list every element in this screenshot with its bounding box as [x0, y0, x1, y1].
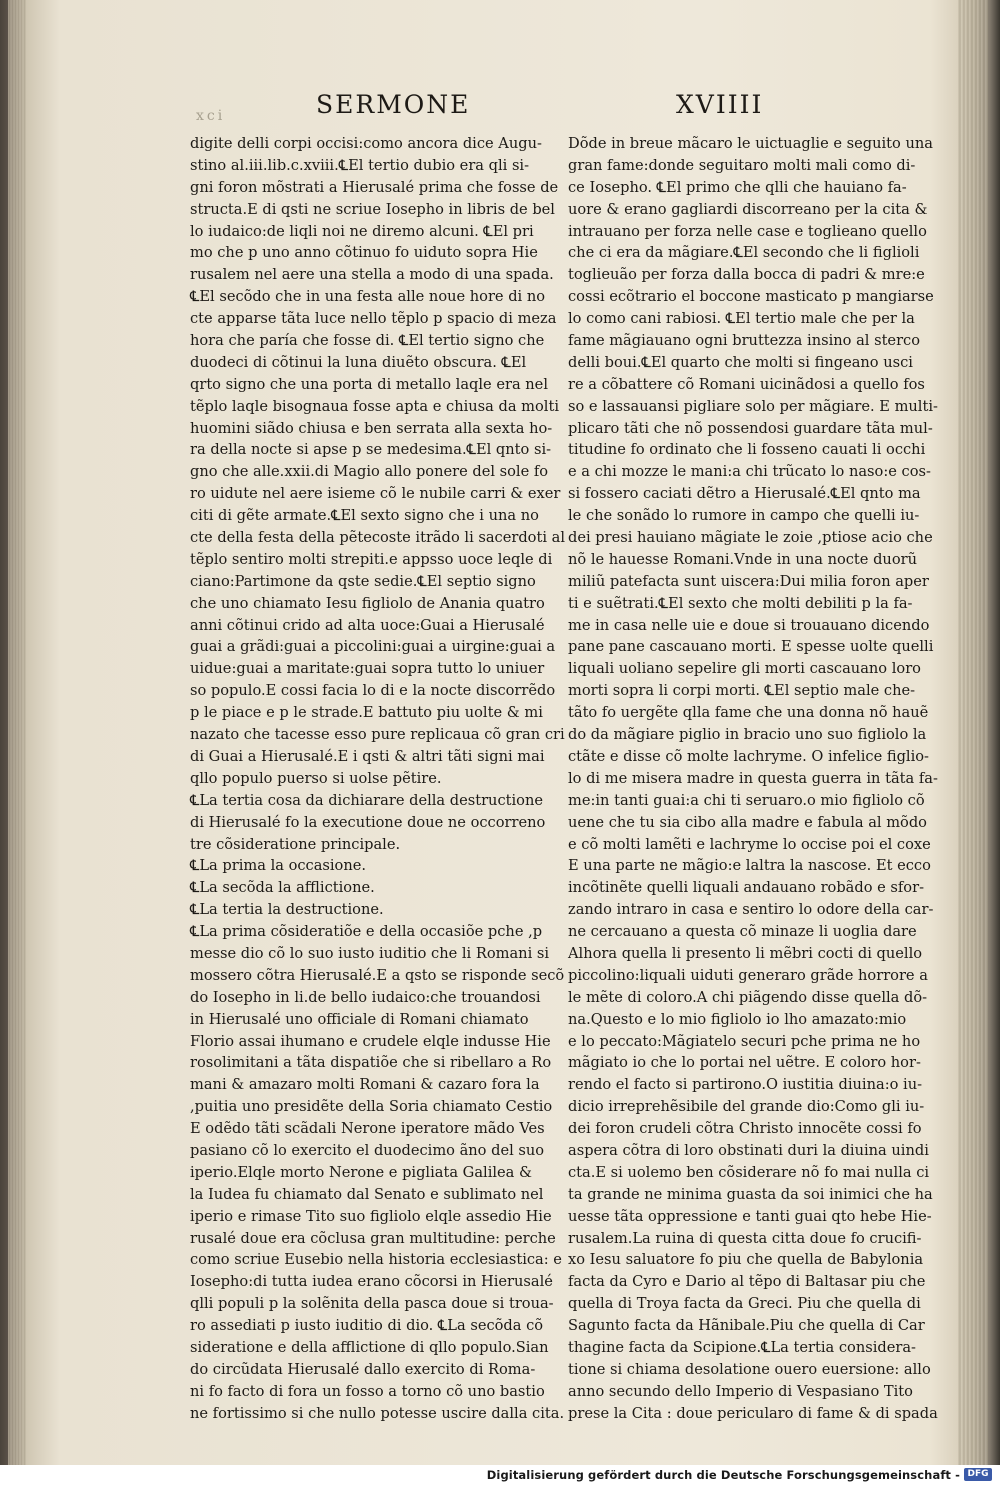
text-line: E odẽdo tãti scãdali Nerone iperatore mãdo Ves: [190, 1120, 545, 1138]
text-line: cte della festa della pẽtecoste itrãdo li sacerdoti al: [190, 529, 566, 547]
text-line: le mẽte di coloro.A chi piãgendo disse quella dõ-: [568, 988, 928, 1006]
text-line: ro uidute nel aere isieme cõ le nubile carri & exer: [190, 485, 561, 503]
text-line: ,puitia uno presidẽte della Soria chiamato Cestio: [190, 1098, 553, 1116]
footer-credit: Digitalisierung gefördert durch die Deutsche Forschungsgemeinschaft -: [486, 1468, 960, 1482]
text-line: ℄La prima cõsideratiõe e della occasiõe pche ,p: [190, 923, 543, 941]
text-line: uidue:guai a maritate:guai sopra tutto lo uniuer: [190, 660, 545, 678]
text-line: p le piace e p le strade.E battuto piu uolte & mi: [190, 704, 543, 722]
text-line: tẽplo laqle bisognaua fosse apta e chiusa da molti: [190, 397, 559, 415]
text-line: cossi ecõtrario el boccone masticato p mangiarse: [568, 288, 934, 306]
text-line: plicaro tãti che nõ possendosi guardare tãta mul-: [568, 419, 933, 437]
text-line: nõ le hauesse Romani.Vnde in una nocte duorũ: [568, 550, 917, 568]
text-line: lo como cani rabiosi. ℄El tertio male che per la: [568, 310, 915, 328]
text-line: aspera cõtra di loro obstinati duri la diuina uindi: [568, 1141, 929, 1159]
text-line: dei presi hauiano mãgiate le zoie ,ptiose acio che: [568, 529, 933, 547]
text-line: thagine facta da Scipione.℄La tertia considera-: [568, 1338, 916, 1356]
text-line: gni foron mõstrati a Hierusalé prima che fosse de: [190, 178, 559, 196]
text-line: duodeci di cõtinui la luna diuẽto obscura. ℄El: [190, 353, 527, 371]
text-line: anni cõtinui crido ad alta uoce:Guai a Hierusalé: [190, 616, 545, 634]
text-line: ℄La secõda la afflictione.: [190, 879, 375, 897]
text-line: na.Questo e lo mio figliolo io lho amazato:mio: [568, 1010, 907, 1028]
text-line: ℄La tertia la destructione.: [190, 901, 384, 919]
text-line: ce Iosepho. ℄El primo che qlli che hauiano fa-: [568, 178, 907, 196]
text-line: liquali uoliano sepelire gli morti cascauano loro: [568, 660, 921, 678]
text-line: piccolino:liquali uiduti generaro grãde horrore a: [568, 966, 928, 984]
text-line: tẽplo sentiro molti strepiti.e appsso uoce leqle di: [190, 550, 553, 568]
text-line: miliũ patefacta sunt uiscera:Dui milia foron aper: [568, 572, 929, 590]
text-line: structa.E di qsti ne scriue Iosepho in libris de bel: [190, 200, 555, 218]
text-line: e a chi mozze le mani:a chi trũcato lo naso:e cos-: [568, 463, 931, 481]
text-line: Sagunto facta da Hãnibale.Piu che quella di Car: [568, 1317, 925, 1335]
text-line: me:in tanti guai:a chi ti seruaro.o mio figliolo cõ: [568, 791, 925, 809]
text-line: rusalé doue era cõclusa gran multitudine: perche: [190, 1229, 556, 1247]
text-line: do circũdata Hierusalé dallo exercito di Roma-: [190, 1360, 536, 1378]
text-line: che ci era da mãgiare.℄El secondo che li figlioli: [568, 244, 920, 262]
text-line: ℄El secõdo che in una festa alle noue hore di no: [190, 288, 546, 306]
text-line: rosolimitani a tãta dispatiõe che si ribellaro a Ro: [190, 1054, 552, 1072]
text-line: so populo.E cossi facia lo di e la nocte discorrẽdo: [190, 682, 556, 700]
text-line: qlli populi p la solẽnita della pasca doue si troua-: [190, 1295, 554, 1313]
text-line: ni fo facto di fora un fosso a torno cõ uno bastio: [190, 1382, 545, 1400]
running-head-left: SERMONE: [316, 90, 471, 119]
text-line: huomini siãdo chiusa e ben serrata alla sexta ho-: [190, 419, 553, 437]
text-line: guai a grãdi:guai a piccolini:guai a uirgine:guai a: [190, 638, 556, 656]
text-line: mo che p uno anno cõtinuo fo uiduto sopra Hie: [190, 244, 538, 262]
text-line: qllo populo puerso si uolse pẽtire.: [190, 769, 442, 787]
text-line: pane pane cascauano morti. E spesse uolte quelli: [568, 638, 934, 656]
text-line: quella di Troya facta da Greci. Piu che quella di: [568, 1295, 921, 1313]
text-line: pasiano cõ lo exercito el duodecimo ãno del suo: [190, 1141, 545, 1159]
text-line: qrto signo che una porta di metallo laqle era nel: [190, 375, 548, 393]
text-line: stino al.iii.lib.c.xviii.℄El tertio dubio era qli si-: [190, 156, 530, 174]
text-line: la Iudea fu chiamato dal Senato e sublimato nel: [190, 1185, 544, 1203]
text-line: ra della nocte si apse p se medesima.℄El qnto si-: [190, 441, 552, 459]
text-line: rusalem nel aere una stella a modo di una spada.: [190, 266, 554, 284]
text-line: di Hierusalé fo la executione doue ne occorreno: [190, 813, 546, 831]
text-line: ciano:Partimone da qste sedie.℄El septio signo: [190, 572, 536, 590]
text-line: gno che alle.xxii.di Magio allo ponere del sole fo: [190, 463, 549, 481]
text-line: me in casa nelle uie e doue si trouauano dicendo: [568, 616, 930, 634]
text-line: Iosepho:di tutta iudea erano cõcorsi in Hierusalé: [190, 1273, 553, 1291]
text-line: dei foron crudeli cõtra Christo innocẽte cossi fo: [568, 1120, 922, 1138]
text-line: lo di me misera madre in questa guerra in tãta fa-: [568, 769, 938, 787]
text-line: rusalem.La ruina di questa citta doue fo crucifi-: [568, 1229, 922, 1247]
text-line: uesse tãta oppressione e tanti guai qto hebe Hie-: [568, 1207, 932, 1225]
text-line: E una parte ne mãgio:e laltra la nascose. Et ecco: [568, 857, 931, 875]
text-line: tãto fo uergẽte qlla fame che una donna nõ hauẽ: [568, 704, 929, 722]
text-line: che uno chiamato Iesu figliolo de Anania quatro: [190, 594, 545, 612]
text-line: e cõ molti lamẽti e lachryme lo occise poi el coxe: [568, 835, 931, 853]
text-line: messe dio cõ lo suo iusto iuditio che li Romani si: [190, 944, 550, 962]
text-line: ro assediati p iusto iuditio di dio. ℄La secõda cõ: [190, 1317, 544, 1335]
text-line: gran fame:donde seguitaro molti mali como di-: [568, 156, 916, 174]
text-line: ta grande ne minima guasta da soi inimici che ha: [568, 1185, 933, 1203]
running-head-right: XVIIII: [676, 90, 764, 119]
text-line: dicio irreprehẽsibile del grande dio:Como gli iu-: [568, 1098, 925, 1116]
digitization-footer: [0, 1465, 1000, 1485]
text-line: como scriue Eusebio nella historia ecclesiastica: e: [190, 1251, 562, 1269]
text-line: ℄La prima la occasione.: [190, 857, 367, 875]
text-line: morti sopra li corpi morti. ℄El septio male che-: [568, 682, 916, 700]
text-line: si fossero caciati dẽtro a Hierusalé.℄El qnto ma: [568, 485, 921, 503]
text-line: uore & erano gagliardi discorreano per la cita &: [568, 200, 928, 218]
text-line: xo Iesu saluatore fo piu che quella de Babylonia: [568, 1251, 924, 1269]
text-line: ti e suẽtrati.℄El sexto che molti debiliti p la fa-: [568, 594, 913, 612]
text-line: zando intraro in casa e sentiro lo odore della car-: [568, 901, 934, 919]
text-line: incõtinẽte quelli liquali andauano robãdo e sfor-: [568, 879, 925, 897]
left-page-edges: [8, 0, 26, 1465]
text-line: mani & amazaro molti Romani & cazaro fora la: [190, 1076, 540, 1094]
text-line: intrauano per forza nelle case e toglieano quello: [568, 222, 927, 240]
right-page-edges: [958, 0, 988, 1465]
right-text-column: [568, 133, 938, 1425]
text-line: re a cõbattere cõ Romani uicinãdosi a quello fos: [568, 375, 925, 393]
text-line: fame mãgiauano ogni bruttezza insino al sterco: [568, 332, 921, 350]
text-line: Alhora quella li presento li mẽbri cocti di quello: [568, 944, 923, 962]
text-line: digite delli corpi occisi:como ancora dice Augu-: [190, 135, 542, 152]
text-line: do Iosepho in li.de bello iudaico:che trouandosi: [190, 988, 541, 1006]
text-line: mossero cõtra Hierusalé.E a qsto se risponde secõ: [190, 966, 565, 984]
show-through-text: [558, 670, 598, 1040]
text-line: titudine fo ordinato che li fosseno cauati li occhi: [568, 441, 926, 459]
text-line: mãgiato io che lo portai nel uẽtre. E coloro hor-: [568, 1054, 921, 1072]
text-line: ne cercauano a questa cõ minaze li uoglia dare: [568, 923, 917, 941]
text-line: ctãte e disse cõ molte lachryme. O infelice figlio-: [568, 747, 929, 765]
text-line: e lo peccato:Mãgiatelo securi pche prima ne ho: [568, 1032, 921, 1050]
text-line: ne fortissimo si che nullo potesse uscire dalla cita.: [190, 1404, 565, 1422]
text-line: facta da Cyro e Dario al tẽpo di Baltasar piu che: [568, 1273, 926, 1291]
text-line: in Hierusalé uno officiale di Romani chiamato: [190, 1010, 529, 1028]
text-line: Florio assai ihumano e crudele elqle indusse Hie: [190, 1032, 551, 1050]
text-line: so e lassauansi pigliare solo per mãgiare. E multi-: [568, 397, 938, 415]
dfg-logo: DFG: [964, 1468, 992, 1481]
text-line: iperio.Elqle morto Nerone e pigliata Galilea &: [190, 1163, 532, 1181]
left-text-column: [190, 133, 566, 1425]
text-line: di Guai a Hierusalé.E i qsti & altri tãti signi mai: [190, 747, 545, 765]
faint-folio-number: xci: [196, 108, 226, 124]
text-line: iperio e rimase Tito suo figliolo elqle assedio Hie: [190, 1207, 552, 1225]
text-line: Dõde in breue mãcaro le uictuaglie e seguito una: [568, 135, 933, 152]
text-line: cta.E si uolemo ben cõsiderare nõ fo mai nulla ci: [568, 1163, 930, 1181]
text-line: nazato che tacesse esso pure replicaua cõ gran cri: [190, 726, 565, 744]
text-line: citi di gẽte armate.℄El sexto signo che i una no: [190, 507, 539, 525]
text-line: do da mãgiare piglio in bracio uno suo figliolo la: [568, 726, 927, 744]
text-line: cte apparse tãta luce nello tẽplo p spacio di meza: [190, 310, 557, 328]
text-line: hora che paría che fosse di. ℄El tertio signo che: [190, 332, 545, 350]
text-line: uene che tu sia cibo alla madre e fabula al mõdo: [568, 813, 927, 831]
text-line: tione si chiama desolatione ouero euersione: allo: [568, 1360, 931, 1378]
text-line: delli boui.℄El quarto che molti si fingeano usci: [568, 353, 913, 371]
text-line: le che sonãdo lo rumore in campo che quelli iu-: [568, 507, 920, 525]
text-line: lo iudaico:de liqli noi ne diremo alcuni. ℄El pri: [190, 222, 534, 240]
text-line: rendo el facto si partirono.O iustitia diuina:o iu-: [568, 1076, 923, 1094]
text-line: ℄La tertia cosa da dichiarare della destructione: [190, 791, 543, 809]
text-line: anno secundo dello Imperio di Vespasiano Tito: [568, 1382, 913, 1400]
text-line: prese la Cita : doue periculаro di fame & di spada: [568, 1404, 938, 1422]
text-line: sideratione e della afflictione di qllo populo.Sian: [190, 1338, 549, 1356]
text-line: tre cõsideratione principale.: [190, 835, 401, 853]
text-line: toglieuão per forza dalla bocca di padri & mre:e: [568, 266, 925, 284]
